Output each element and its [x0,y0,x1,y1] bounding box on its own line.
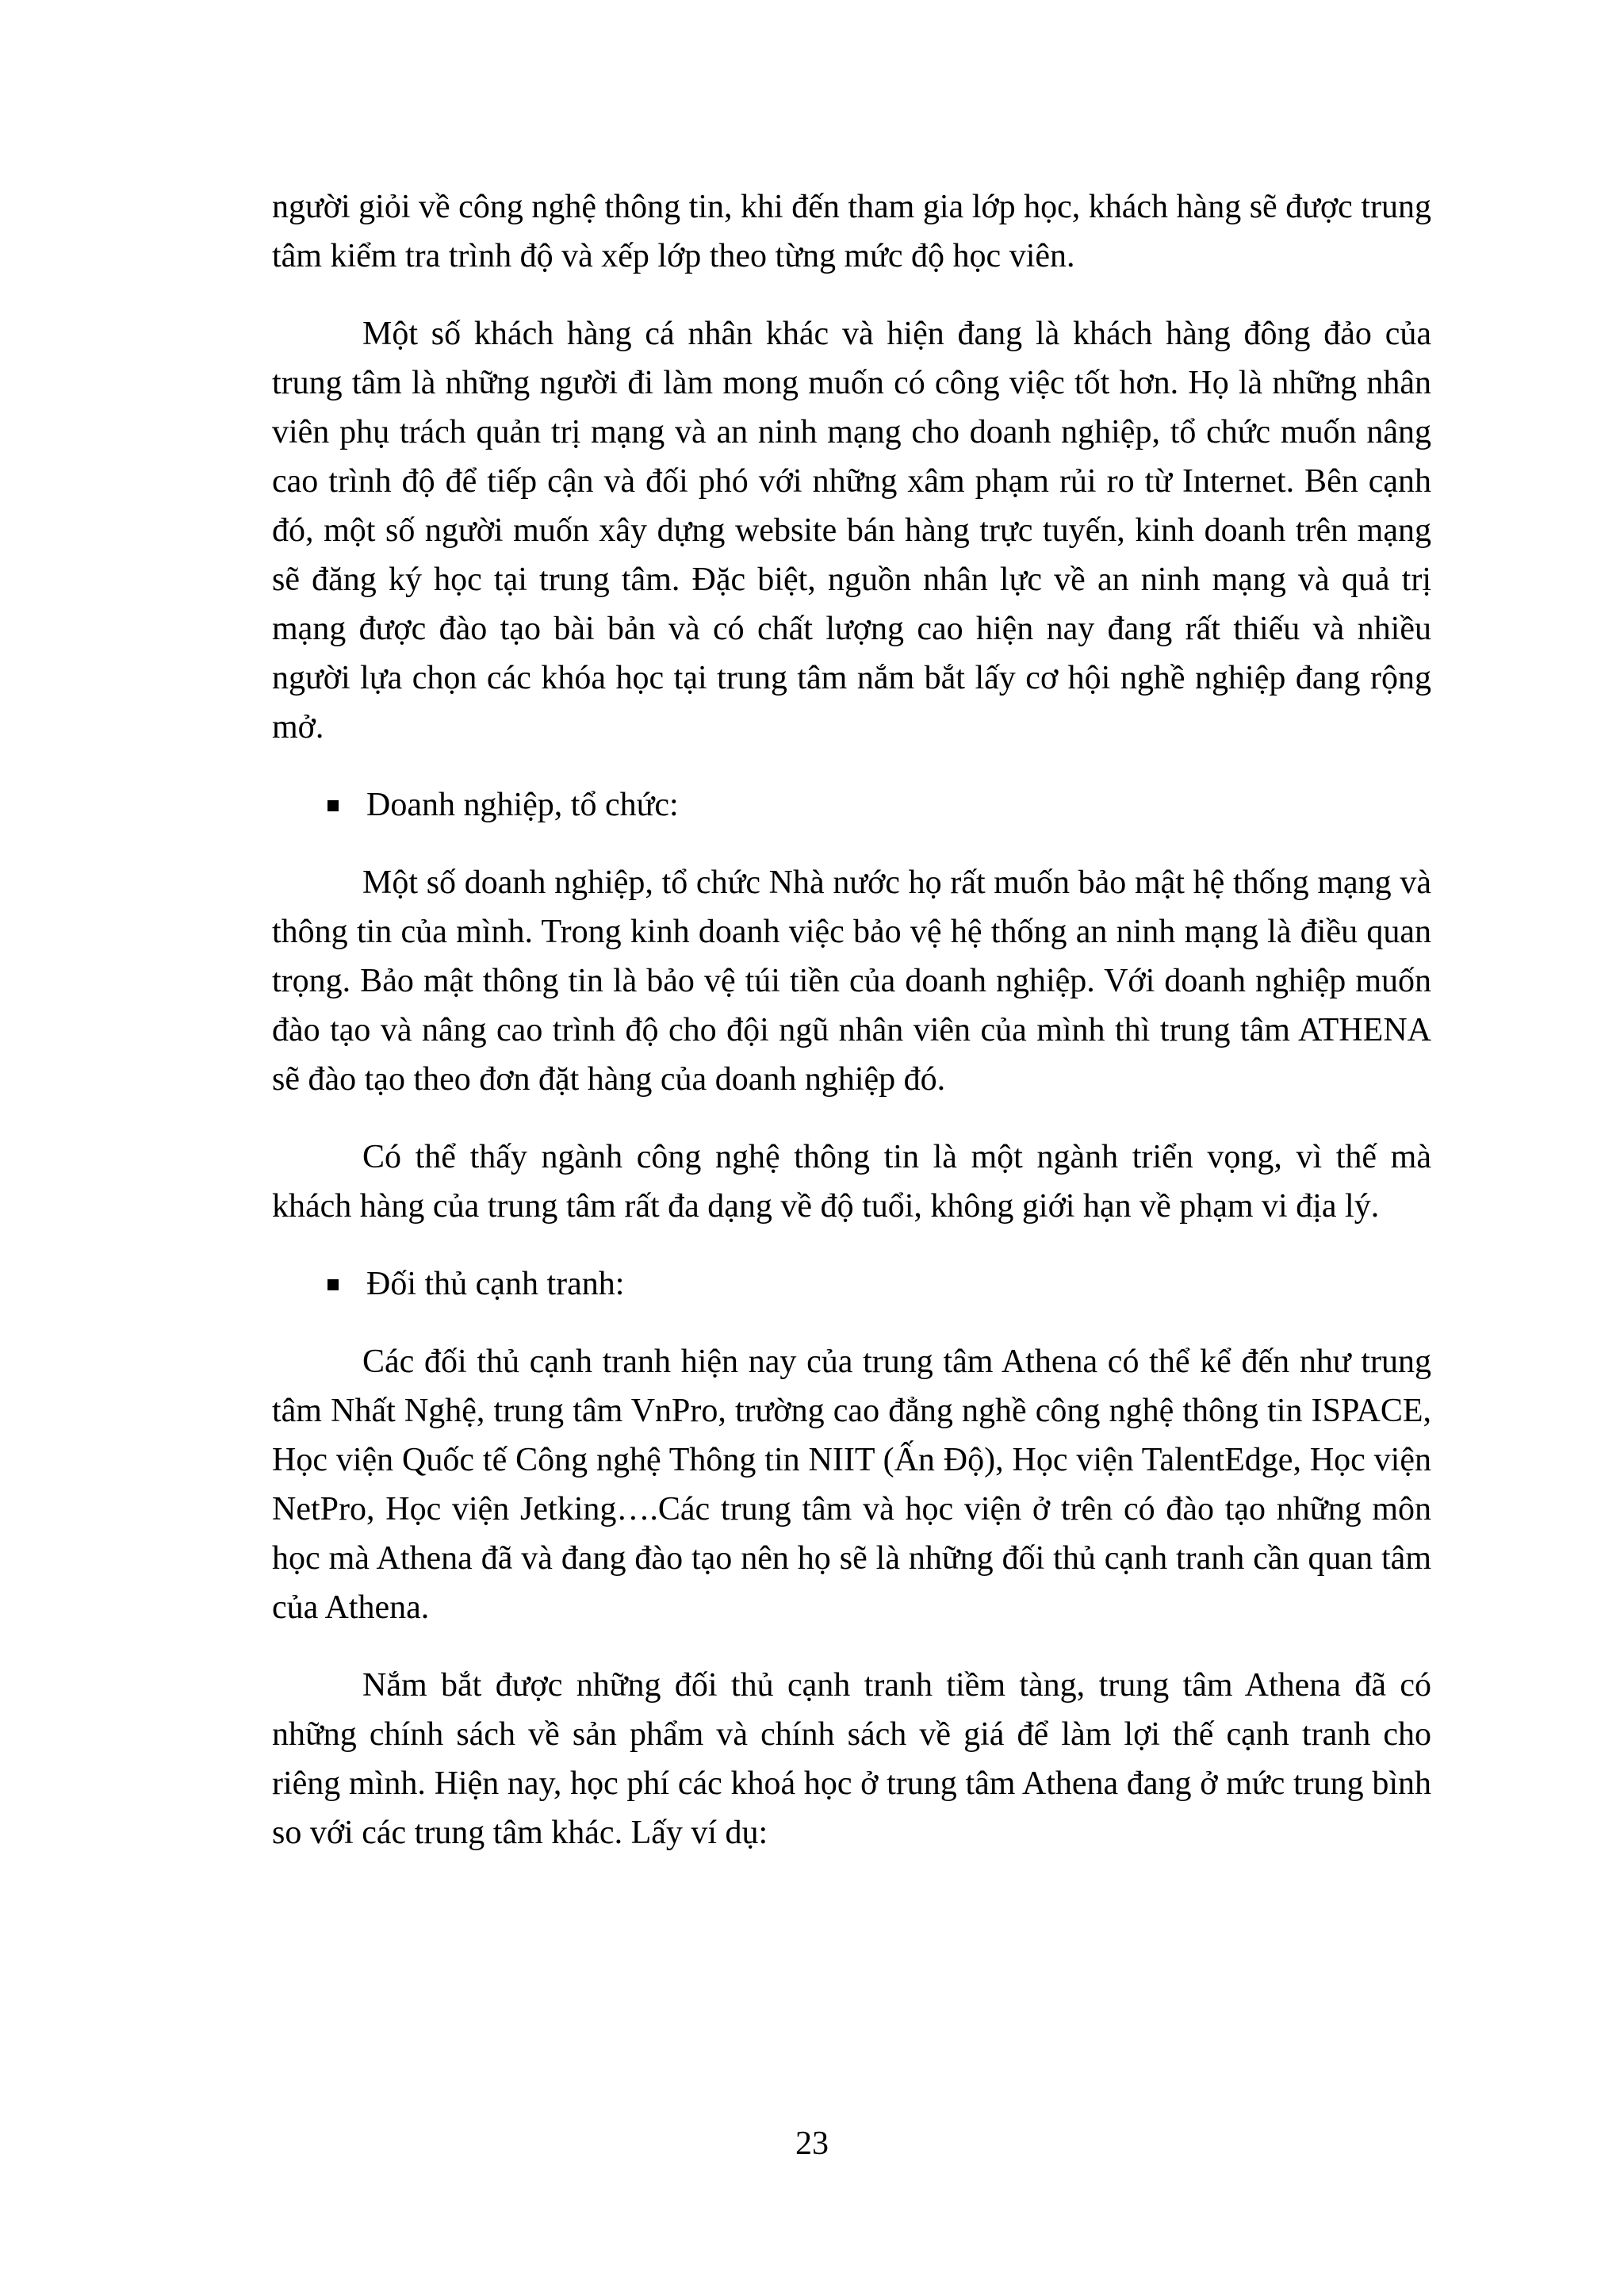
document-body [272,182,1431,1857]
bullet-label: Đối thủ cạnh tranh: [366,1266,625,1302]
bullet-business-organization [272,780,1431,830]
paragraph-enterprise-security: Một số doanh nghiệp, tổ chức Nhà nước họ rất muốn bảo mật hệ thống mạng và thông tin của mình. Trong kinh doanh việc bảo vệ hệ thống an ninh mạng là điều quan trọng. Bảo mật thông tin là bảo vệ túi tiền của doanh nghiệp. Với doanh nghiệp muốn đào tạo và nâng cao trình độ cho đội ngũ nhân viên của mình thì trung tâm ATHENA sẽ đào tạo theo đơn đặt hàng của doanh nghiệp đó. [272,864,1431,1098]
page-number: 23 [795,2125,829,2162]
bullet-competitors [272,1259,1431,1309]
paragraph-pricing-policy: Nắm bắt được những đối thủ cạnh tranh tiềm tàng, trung tâm Athena đã có những chính sách về sản phẩm và chính sách về giá để làm lợi thế cạnh tranh cho riêng mình. Hiện nay, học phí các khoá học ở trung tâm Athena đang ở mức trung bình so với các trung tâm khác. Lấy ví dụ: [272,1667,1431,1851]
paragraph-it-industry-outlook: Có thể thấy ngành công nghệ thông tin là một ngành triển vọng, vì thế mà khách hàng của trung tâm rất đa dạng về độ tuổi, không giới hạn về phạm vi địa lý. [272,1139,1431,1225]
square-bullet-icon [327,1279,339,1290]
square-bullet-icon [327,800,339,811]
paragraph-competitor-list: Các đối thủ cạnh tranh hiện nay của trung tâm Athena có thể kể đến như trung tâm Nhất Nghệ, trung tâm VnPro, trường cao đẳng nghề công nghệ thông tin ISPACE, Học viện Quốc tế Công nghệ Thông tin NIIT (Ấn Độ), Học viện TalentEdge, Học viện NetPro, Học viện Jetking….Các trung tâm và học viện ở trên có đào tạo những môn học mà Athena đã và đang đào tạo nên họ sẽ là những đối thủ cạnh tranh cần quan tâm của Athena. [272,1343,1431,1626]
bullet-label: Doanh nghiệp, tổ chức: [366,787,679,823]
paragraph-individual-customers: Một số khách hàng cá nhân khác và hiện đang là khách hàng đông đảo của trung tâm là những người đi làm mong muốn có công việc tốt hơn. Họ là những nhân viên phụ trách quản trị mạng và an ninh mạng cho doanh nghiệp, tổ chức muốn nâng cao trình độ để tiếp cận và đối phó với những xâm phạm rủi ro từ Internet. Bên cạnh đó, một số người muốn xây dựng website bán hàng trực tuyến, kinh doanh trên mạng sẽ đăng ký học tại trung tâm. Đặc biệt, nguồn nhân lực về an ninh mạng và quả trị mạng được đào tạo bài bản và có chất lượng cao hiện nay đang rất thiếu và nhiều người lựa chọn các khóa học tại trung tâm nắm bắt lấy cơ hội nghề nghiệp đang rộng mở. [272,316,1431,746]
paragraph-continuation: người giỏi về công nghệ thông tin, khi đến tham gia lớp học, khách hàng sẽ được trung tâm kiểm tra trình độ và xếp lớp theo từng mức độ học viên. [272,189,1431,274]
